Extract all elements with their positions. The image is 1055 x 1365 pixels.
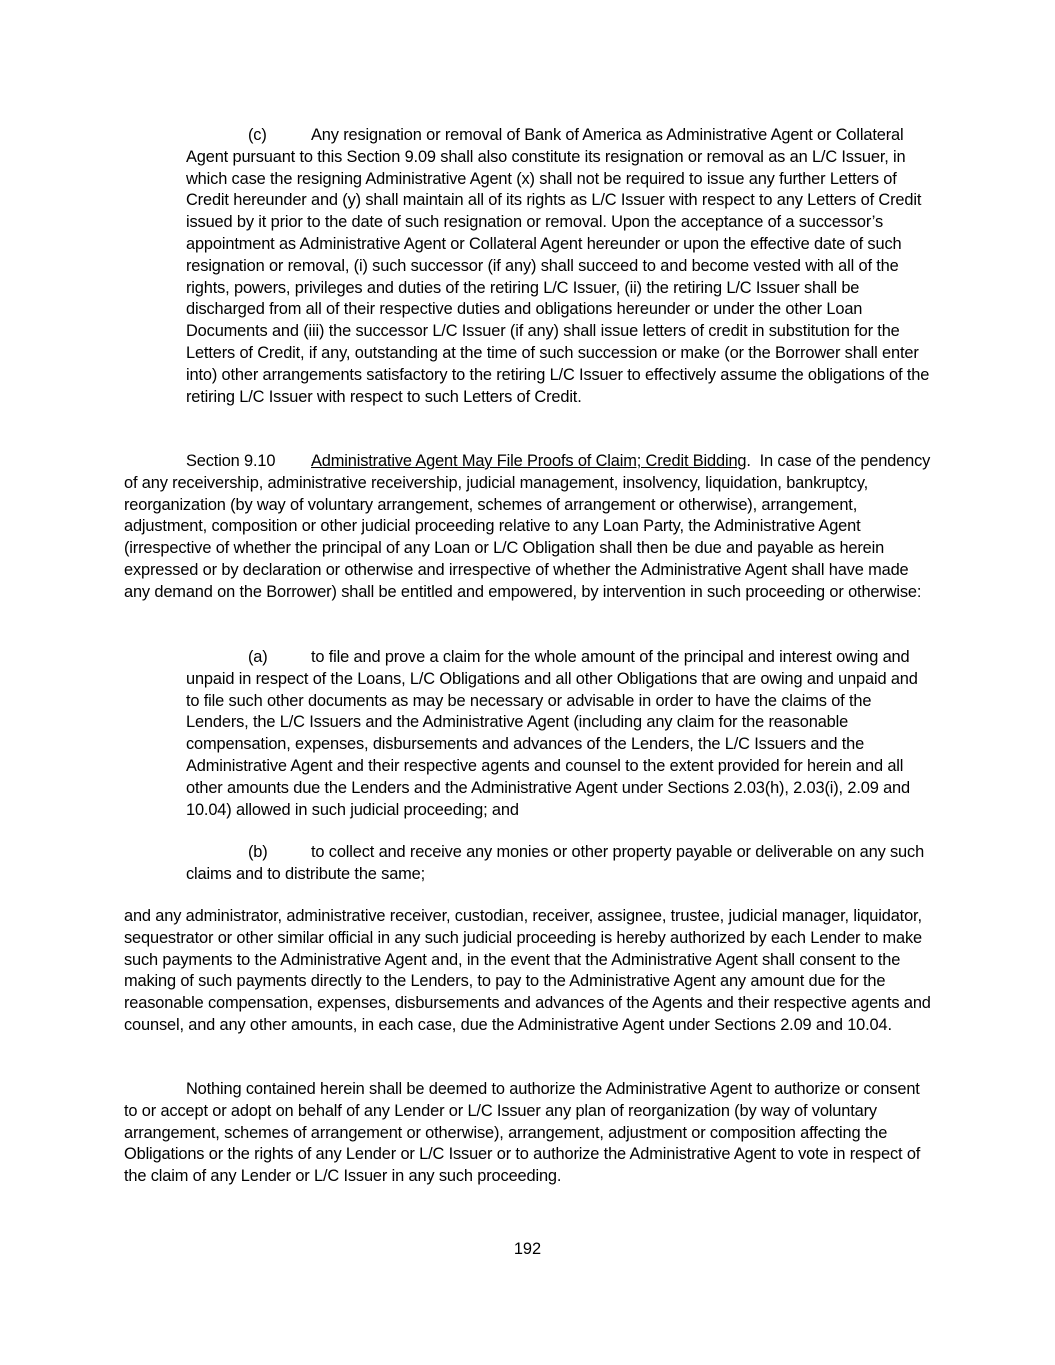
paragraph-b-label: (b) [248,843,268,861]
paragraph-c-label: (c) [248,126,267,144]
paragraph-c [186,125,934,408]
paragraph-a-label: (a) [248,648,268,666]
section-9-10-paragraph [124,451,934,604]
section-heading: Administrative Agent May File Proofs of Claim; Credit Bidding [311,452,747,470]
section-9-10-text: In case of the pendency of any receivership, administrative receivership, judicial management, insolvency, liquidation, bankruptcy, reorganization (by way of voluntary arrangement, schemes of arrangement or otherwise), arrangement, adjustment, composition or other judicial proceeding relative to any Loan Party, the Administrative Agent (irrespective of whether the principal of any Loan or L/C Obligation shall then be due and payable as herein expressed or by declaration or otherwise and irrespective of whether the Administrative Agent shall have made any demand on the Borrower) shall be entitled and empowered, by intervention in such proceeding or otherwise: [124,452,931,601]
paragraph-c-text: Any resignation or removal of Bank of America as Administrative Agent or Collateral Agent pursuant to this Section 9.09 shall also constitute its resignation or removal as an L/C Issuer, in which case the resigning Administrative Agent (x) shall not be required to issue any further Letters of Credit hereunder and (y) shall maintain all of its rights as L/C Issuer with respect to any Letters of Credit issued by it prior to the date of such resignation or removal. Upon the acceptance of a successor’s appointment as Administrative Agent or Collateral Agent hereunder or upon the effective date of such resignation or removal, (i) such successor (if any) shall succeed to and become vested with all of the rights, powers, privileges and duties of the retiring L/C Issuer, (ii) the retiring L/C Issuer shall be discharged from all of their respective duties and obligations hereunder or under the other Loan Documents and (iii) the successor L/C Issuer (if any) shall issue letters of credit in substitution for the Letters of Credit, if any, outstanding at the time of such succession or make (or the Borrower shall enter into) other arrangements satisfactory to the retiring L/C Issuer to effectively assume the obligations of the retiring L/C Issuer with respect to such Letters of Credit. [186,126,930,406]
paragraph-and-any-administrator: and any administrator, administrative receiver, custodian, receiver, assignee, trustee, judicial manager, liquidator, sequestrator or other similar official in any such judicial proceeding is hereby authorized by each Lender to make such payments to the Administrative Agent and, in the event that the Administrative Agent shall consent to the making of such payments directly to the Lenders, to pay to the Administrative Agent any amount due for the reasonable compensation, expenses, disbursements and advances of the Agents and their respective agents and counsel, and any other amounts, in each case, due the Administrative Agent under Sections 2.09 and 10.04. [124,907,931,1034]
paragraph-a [186,647,934,821]
page-number: 192 [513,1240,542,1258]
paragraph-b-text: to collect and receive any monies or other property payable or deliverable on any such claims and to distribute the same; [186,843,925,883]
paragraph-a-text: to file and prove a claim for the whole amount of the principal and interest owing and unpaid in respect of the Loans, L/C Obligations and all other Obligations that are owing and unpaid and to file such other documents as may be necessary or advisable in order to have the claims of the Lenders, the L/C Issuers and the Administrative Agent (including any claim for the reasonable compensation, expenses, disbursements and advances of the Lenders, the L/C Issuers and the Administrative Agent and their respective agents and counsel to the extent provided for herein and all other amounts due the Lenders and the Administrative Agent under Sections 2.03(h), 2.03(i), 2.09 and 10.04) allowed in such judicial proceeding; and [186,648,918,819]
paragraph-nothing-contained: Nothing contained herein shall be deemed to authorize the Administrative Agent to authorize or consent to or accept or adopt on behalf of any Lender or L/C Issuer any plan of reorganization (by way of voluntary arrangement, schemes of arrangement or otherwise), arrangement, adjustment or composition affecting the Obligations or the rights of any Lender or L/C Issuer or to authorize the Administrative Agent to vote in respect of the claim of any Lender or L/C Issuer in any such proceeding. [124,1080,921,1186]
section-heading-period: . [746,452,751,470]
section-number: Section 9.10 [186,452,276,470]
paragraph-b [186,842,934,886]
